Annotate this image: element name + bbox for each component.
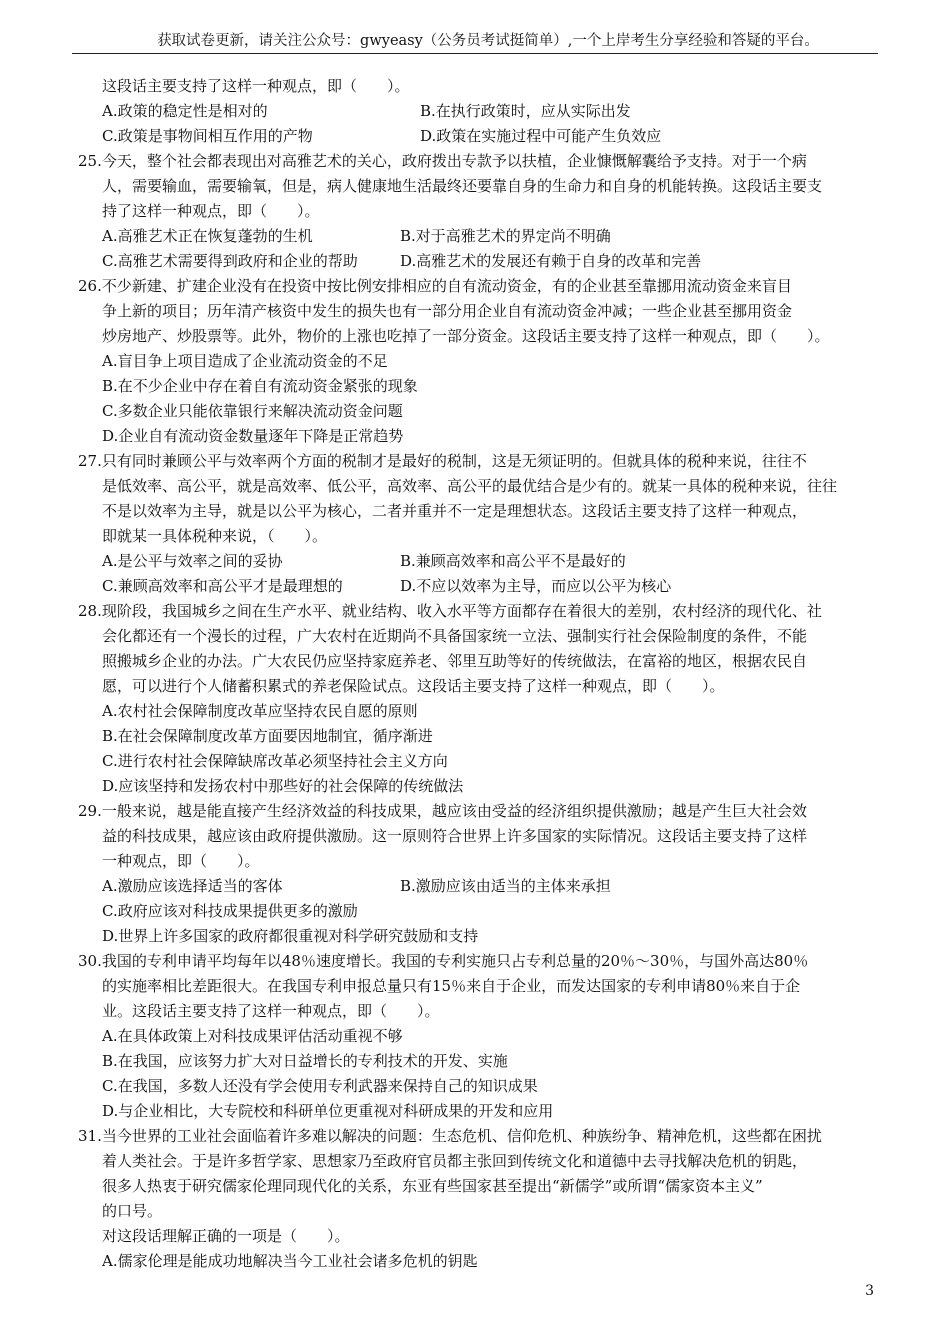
option-c: C.多数企业只能依靠银行来解决流动资金问题 (102, 402, 403, 420)
option-d: D.企业自有流动资金数量逐年下降是正常趋势 (102, 427, 404, 445)
question-27 (78, 449, 878, 599)
question-text-line: 26.不少新建、扩建企业没有在投资中按比例安排相应的自有流动资金，有的企业甚至靠挪用流动资金来盲目 (78, 277, 792, 295)
question-29 (78, 799, 878, 949)
option-b: B.激励应该由适当的主体来承担 (400, 877, 611, 895)
question-text-line: 29.一般来说，越是能直接产生经济效益的科技成果，越应该由受益的经济组织提供激励；越是产生巨大社会效 (78, 802, 807, 820)
options-row (78, 549, 878, 574)
options-row (78, 224, 878, 249)
options-row (78, 249, 878, 274)
question-text-line: 25.今天，整个社会都表现出对高雅艺术的关心，政府拨出专款予以扶植，企业慷慨解囊给予支持。对于一个病 (78, 152, 807, 170)
page-header: 获取试卷更新，请关注公众号：gwyeasy（公务员考试挺简单）,一个上岸考生分享经验和答疑的平台。 (157, 33, 819, 49)
question-text-line: 的实施率相比差距很大。在我国专利申报总量只有15％来自于企业，而发达国家的专利申请80％来自于企 (102, 977, 801, 995)
option-d: D.世界上许多国家的政府都很重视对科学研究鼓励和支持 (102, 927, 479, 945)
option-b: B.在执行政策时，应从实际出发 (420, 102, 631, 120)
question-text-line: 业。这段话主要支持了这样一种观点，即（ ）。 (102, 1002, 440, 1020)
option-d: D.政策在实施过程中可能产生负效应 (420, 127, 662, 145)
question-text-line: 照搬城乡企业的办法。广大农民仍应坚持家庭养老、邻里互助等好的传统做法，在富裕的地区，根据农民自 (102, 652, 808, 670)
option-a: A.政策的稳定性是相对的 (102, 102, 268, 120)
question-26 (78, 274, 878, 449)
question-text-line: 持了这样一种观点，即（ ）。 (102, 202, 320, 220)
option-b: B.在我国，应该努力扩大对日益增长的专利技术的开发、实施 (102, 1052, 508, 1070)
question-30 (78, 949, 878, 1124)
question-text-line: 人，需要输血，需要输氧，但是，病人健康地生活最终还要靠自身的生命力和自身的机能转换。这段话主要支 (102, 177, 823, 195)
option-a: A.儒家伦理是能成功地解决当今工业社会诸多危机的钥匙 (102, 1252, 478, 1270)
question-text-line: 即就某一具体税种来说，（ ）。 (102, 527, 328, 545)
question-text-line: 炒房地产、炒股票等。此外，物价的上涨也吃掉了一部分资金。这段话主要支持了这样一种观点，即（ ）。 (102, 327, 830, 345)
option-d: D.与企业相比，大专院校和科研单位更重视对科研成果的开发和应用 (102, 1102, 554, 1120)
question-text-line: 是低效率、高公平，就是高效率、低公平，高效率、高公平的最优结合是少有的。就某一具体的税种来说，往往 (102, 477, 838, 495)
page-content (78, 74, 878, 1274)
question-text-line: 的口号。 (102, 1202, 163, 1220)
question-24-options-row-2 (78, 124, 878, 149)
question-text-line: 31.当今世界的工业社会面临着许多难以解决的问题：生态危机、信仰危机、种族纷争、精神危机，这些都在困扰 (78, 1127, 822, 1145)
option-c: C.政策是事物间相互作用的产物 (102, 127, 313, 145)
page-number: 3 (865, 1283, 874, 1299)
question-text-line: 很多人热衷于研究儒家伦理同现代化的关系，东亚有些国家甚至提出“新儒学”或所谓“儒家资本主义” (102, 1177, 763, 1195)
question-text-line: 着人类社会。于是许多哲学家、思想家乃至政府官员都主张回到传统文化和道德中去寻找解决危机的钥匙， (102, 1152, 808, 1170)
question-text-line: 28.现阶段，我国城乡之间在生产水平、就业结构、收入水平等方面都存在着很大的差别，农村经济的现代化、社 (78, 602, 822, 620)
option-d: D.不应以效率为主导，而应以公平为核心 (400, 577, 672, 595)
option-b: B.对于高雅艺术的界定尚不明确 (400, 227, 611, 245)
question-text-line: 会化都还有一个漫长的过程，广大农村在近期尚不具备国家统一立法、强制实行社会保险制度的条件，不能 (102, 627, 808, 645)
question-24-options-row-1 (78, 99, 878, 124)
option-a: A.在具体政策上对科技成果评估活动重视不够 (102, 1027, 403, 1045)
header-divider (72, 53, 878, 54)
option-c: C.在我国，多数人还没有学会使用专利武器来保持自己的知识成果 (102, 1077, 538, 1095)
option-b: B.兼顾高效率和高公平不是最好的 (400, 552, 626, 570)
option-c: C.兼顾高效率和高公平才是最理想的 (102, 577, 343, 595)
question-25 (78, 149, 878, 274)
question-text-line: 争上新的项目；历年清产核资中发生的损失也有一部分用企业自有流动资金冲减；一些企业甚至挪用资金 (102, 302, 793, 320)
question-24-tail: 这段话主要支持了这样一种观点，即（ ）。 (102, 77, 410, 95)
option-c: C.进行农村社会保障缺席改革必须坚持社会主义方向 (102, 752, 448, 770)
option-d: D.应该坚持和发扬农村中那些好的社会保障的传统做法 (102, 777, 464, 795)
question-text-line: 27.只有同时兼顾公平与效率两个方面的税制才是最好的税制，这是无须证明的。但就具体的税种来说，往往不 (78, 452, 807, 470)
option-a: A.激励应该选择适当的客体 (102, 877, 283, 895)
option-d: D.高雅艺术的发展还有赖于自身的改革和完善 (400, 252, 702, 270)
options-row (78, 574, 878, 599)
question-text-line: 益的科技成果，越应该由政府提供激励。这一原则符合世界上许多国家的实际情况。这段话主要支持了这样 (102, 827, 808, 845)
option-c: C.政府应该对科技成果提供更多的激励 (102, 902, 358, 920)
option-c: C.高雅艺术需要得到政府和企业的帮助 (102, 252, 358, 270)
question-text-line: 不是以效率为主导，就是以公平为核心，二者并重并不一定是理想状态。这段话主要支持了这样一种观点， (102, 502, 808, 520)
option-a: A.是公平与效率之间的妥协 (102, 552, 283, 570)
option-b: B.在不少企业中存在着自有流动资金紧张的现象 (102, 377, 418, 395)
options-row (78, 874, 878, 899)
question-prompt: 对这段话理解正确的一项是（ ）。 (102, 1227, 350, 1245)
question-31 (78, 1124, 878, 1274)
question-28 (78, 599, 878, 799)
option-b: B.在社会保障制度改革方面要因地制宜，循序渐进 (102, 727, 433, 745)
option-a: A.农村社会保障制度改革应坚持农民自愿的原则 (102, 702, 418, 720)
option-a: A.高雅艺术正在恢复蓬勃的生机 (102, 227, 313, 245)
question-text-line: 30.我国的专利申请平均每年以48％速度增长。我国的专利实施只占专利总量的20％～30％，与国外高达80％ (78, 952, 809, 970)
question-text-line: 一种观点，即（ ）。 (102, 852, 260, 870)
option-a: A.盲目争上项目造成了企业流动资金的不足 (102, 352, 388, 370)
question-text-line: 愿，可以进行个人储蓄积累式的养老保险试点。这段话主要支持了这样一种观点，即（ ）。 (102, 677, 725, 695)
